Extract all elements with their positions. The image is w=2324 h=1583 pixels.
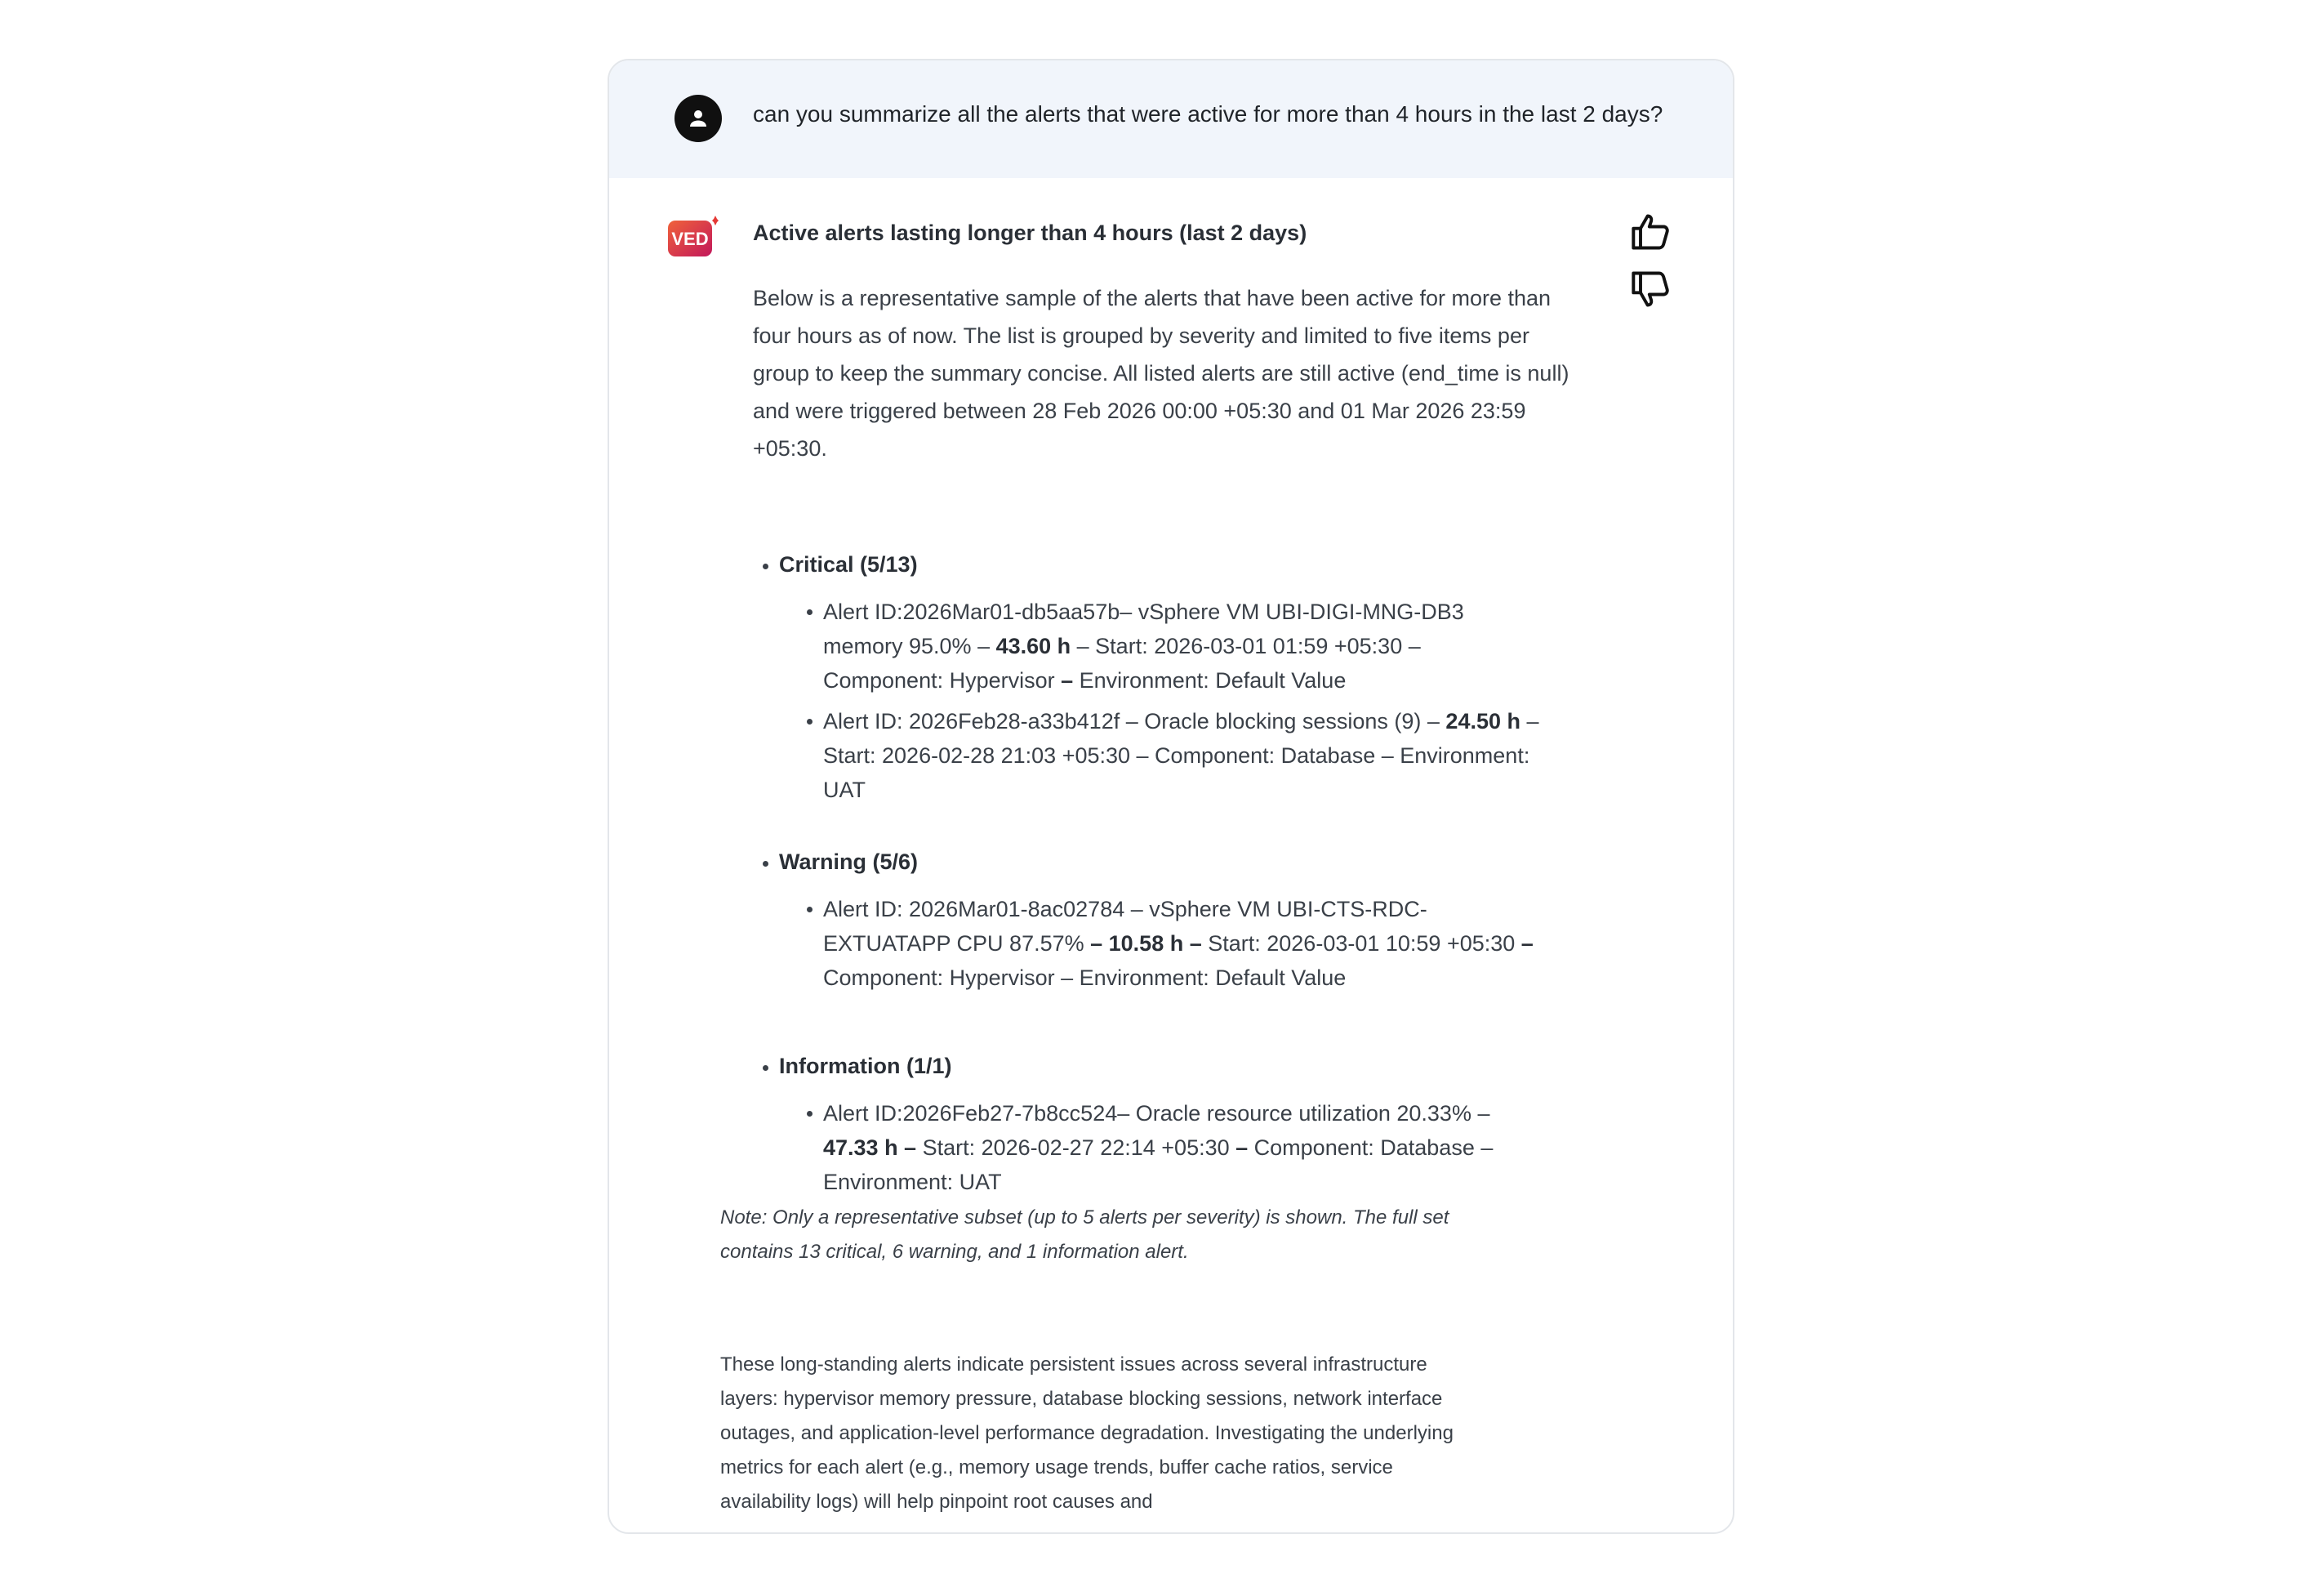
assistant-logo-text: VED: [671, 229, 709, 249]
alert-item: Alert ID: 2026Mar01-8ac02784 – vSphere VM UBI-CTS-RDC-EXTUATAPP CPU 87.57% – 10.58 h – Start: 2026-03-01 10:59 +05:30 – Component: Hypervisor – Environment: Default Value: [823, 892, 1542, 995]
feedback-controls: [1630, 211, 1676, 325]
thumbs-down-icon[interactable]: [1630, 268, 1672, 310]
alert-item: Alert ID:2026Feb27-7b8cc524– Oracle resource utilization 20.33% – 47.33 h – Start: 2026-02-27 22:14 +05:30 – Component: Database – Environment: UAT: [823, 1096, 1542, 1199]
alert-item: Alert ID:2026Mar01-db5aa57b– vSphere VM UBI-DIGI-MNG-DB3 memory 95.0% – 43.60 h – Start: 2026-03-01 01:59 +05:30 – Component: Hypervisor – Environment: Default Value: [823, 595, 1542, 698]
answer-outro: These long-standing alerts indicate persistent issues across several infrastructure layers: hypervisor memory pressure, database blocking sessions, network interface outages, and application-level performance degradation. Investigating the underlying metrics for each alert (e.g., memory usage trends, buffer cache ratios, service availability logs) will help pinpoint root causes and: [720, 1353, 1454, 1513]
group-warning-heading: Warning (5/6): [779, 849, 919, 874]
thumbs-up-icon[interactable]: [1630, 211, 1672, 253]
user-message-row: [609, 60, 1733, 178]
answer-note: Note: Only a representative subset (up to 5 alerts per severity) is shown. The full set contains 13 critical, 6 warning, and 1 information alert.: [720, 1206, 1449, 1263]
answer-title: Active alerts lasting longer than 4 hours (last 2 days): [753, 221, 1307, 245]
alert-item: Alert ID: 2026Feb28-a33b412f – Oracle blocking sessions (9) – 24.50 h – Start: 2026-02-28 21:03 +05:30 – Component: Database – Environment: UAT: [823, 704, 1542, 807]
user-icon: [674, 95, 722, 142]
group-information-heading: Information (1/1): [779, 1054, 952, 1078]
answer-intro: Below is a representative sample of the alerts that have been active for more than four hours as of now. The list is grouped by severity and limited to five items per group to keep the summary concise. All listed alerts are still active (end_time is null) and were triggered between 28 Feb 2026 00:00 +05:30 and 01 Mar 2026 23:59 +05:30.: [753, 286, 1569, 461]
user-message-text: can you summarize all the alerts that were active for more than 4 hours in the last 2 days?: [753, 101, 1663, 127]
assistant-logo: [668, 216, 719, 258]
group-critical-heading: Critical (5/13): [779, 552, 918, 577]
chat-card: [608, 59, 1734, 1534]
